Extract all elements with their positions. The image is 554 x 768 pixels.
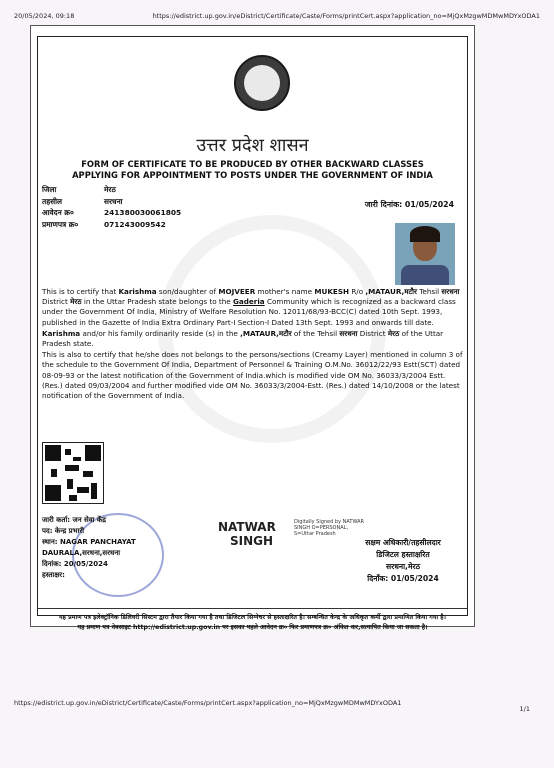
print-timestamp: 20/05/2024, 09:18	[14, 12, 75, 20]
print-url: https://edistrict.up.gov.in/eDistrict/Certificate/Caste/Forms/printCert.aspx?application_no=MjQxMzgwMDMwMDYxODA1	[152, 12, 540, 20]
digital-signature-details: Digitally Signed by NATWAR SINGH O=PERSONAL, S=Uttar Pradesh	[294, 519, 365, 537]
meta-certificate-no: प्रमाणपत्र क्र० 071243009542	[42, 219, 166, 229]
body-paragraph-2: Karishma and/or his family ordinarily reside (s) in the ,MATAUR,मटौर of the Tehsil सरधना District मेरठ of the Uttar Pradesh state.	[42, 328, 444, 349]
applicant-photo	[395, 223, 455, 285]
up-emblem-icon	[234, 55, 290, 111]
body-paragraph-3: This is also to certify that he/she does not belongs to the persons/sections (Creamy Layer) mentioned in column 3 of the schedule to the Government Of India, Department of Personnel & Training O.M.No. 36012/22/93 Estt(SCT) dated 08-09-93 or the latest notification of the Government of India.which is modified vide OM No. 36033/3/2004 Estt.(Res.) dated 09/03/2004 and further modified vide OM No. 36033/3/2004-Estt. (Res.) dated 14/10/2008 or the latest notification of the Government of India.	[42, 350, 463, 401]
competent-officer-block: सक्षम अधिकारी/तहसीलदार डिजिटल हस्ताक्षरित सरधना,मेरठ दिनाँक: 01/05/2024	[365, 538, 441, 583]
csc-verifier-block: जारी कर्ता: जन सेवा केंद्र पद: केन्द्र प्रभारी स्थान: NAGAR PANCHAYAT DAURALA,सरधना,सरधना दिनांक: 20/05/2024 हस्ताक्षर:	[42, 516, 136, 579]
certificate-border	[37, 36, 468, 631]
browser-print-header	[14, 12, 540, 20]
certificate	[30, 25, 475, 631]
meta-district: जिला मेरठ	[42, 185, 116, 194]
qr-code-icon	[42, 442, 104, 504]
print-footer-url: https://edistrict.up.gov.in/eDistrict/Certificate/Caste/Forms/printCert.aspx?application_no=MjQxMzgwMDMwMDYxODA1	[14, 699, 402, 707]
certificate-meta	[42, 184, 181, 230]
form-title: FORM OF CERTIFICATE TO BE PRODUCED BY OTHER BACKWARD CLASSES APPLYING FOR APPOINTMENT TO POSTS UNDER THE GOVERNMENT OF INDIA	[72, 159, 433, 180]
meta-application-no: आवेदन क्र० 241380030061805	[42, 208, 182, 217]
page-number: 1/1	[519, 705, 530, 713]
certificate-body	[42, 287, 466, 402]
body-paragraph-1: This is to certify that Karishma son/daughter of MOJVEER mother's name MUKESH R/o ,MATAUR,मटौर Tehsil सरधना District मेरठ in the Uttar Pradesh state belongs to the Gaderia Community which is recognized as a backward class under the Government Of India, Ministry of Welfare Resolution No. 12011/68/93-BCC(C) dated 10th Sept. 1993, published in the Gazette of India Extra Ordinary Part-I Section-I Dated 13th Sept. 1993 and onwards till date.	[42, 287, 460, 327]
issue-date: जारी दिनांक: 01/05/2024	[364, 200, 454, 209]
footnote: यह प्रमाण पत्र इलेक्ट्रॉनिक डिलिवरी सिस्टम द्वारा तैयार किया गया है तथा डिजिटल सिग्नेचर से हस्ताक्षरित है। सम्बन्धित केन्द्र के अधिकृत कर्मी द्वारा प्रमाणित किया गया है। यह प्रमाण पत्र वेबसाइट http://edistrict.up.gov.in पर इसका पहले आवेदन क्र० फिर प्रमाणपत्र क्र० अंकित कर,सत्यापित किया जा सकता है।	[38, 608, 467, 632]
digital-signature-name: NATWAR SINGH	[218, 520, 276, 548]
meta-tehsil: तहसील सरधना	[42, 196, 123, 206]
state-title: उत्तर प्रदेश शासन	[196, 135, 309, 156]
